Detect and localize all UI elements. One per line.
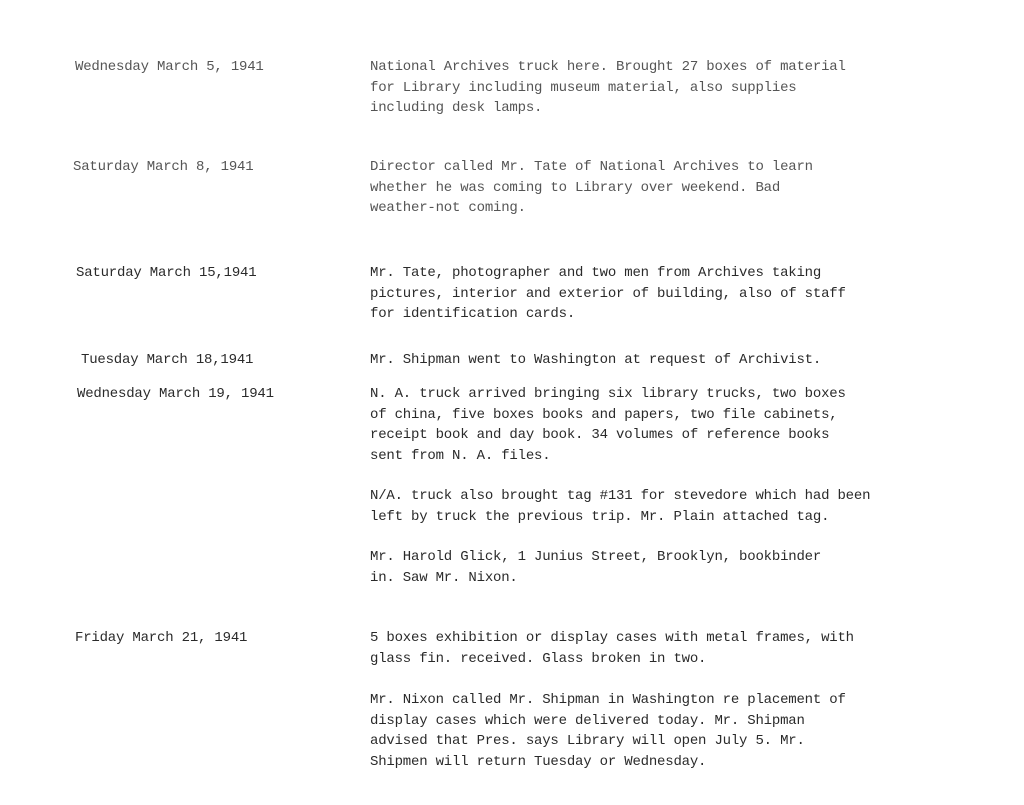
text-line: display cases which were delivered today. Mr. Shipman	[370, 712, 805, 729]
text-line: N/A. truck also brought tag #131 for stevedore which had been	[370, 488, 871, 504]
entry-paragraph	[370, 57, 1000, 119]
text-line: pictures, interior and exterior of building, also of staff	[370, 285, 846, 302]
entry-paragraph	[370, 263, 1000, 325]
text-line: Shipmen will return Tuesday or Wednesday.	[370, 753, 707, 770]
text-line: including desk lamps.	[370, 100, 543, 116]
text-line: whether he was coming to Library over weekend. Bad	[370, 179, 781, 196]
entry-date: Tuesday March 18,1941	[81, 352, 254, 368]
text-line: 5 boxes exhibition or display cases with metal frames, with	[370, 630, 854, 646]
entry-paragraph	[370, 628, 1000, 669]
entry-paragraph	[370, 486, 1000, 527]
entry-date: Saturday March 8, 1941	[73, 159, 254, 175]
entry-paragraph	[370, 350, 1000, 371]
text-line: National Archives truck here. Brought 27 boxes of material	[370, 59, 846, 75]
text-line: for identification cards.	[370, 306, 576, 322]
text-line: Mr. Harold Glick, 1 Junius Street, Brooklyn, bookbinder	[370, 549, 822, 565]
entry-date: Wednesday March 5, 1941	[75, 59, 264, 75]
text-line: Director called Mr. Tate of National Archives to learn	[370, 159, 813, 175]
text-line: Mr. Nixon called Mr. Shipman in Washington re placement of	[370, 692, 846, 708]
text-line: sent from N. A. files.	[370, 447, 551, 464]
text-line: receipt book and day book. 34 volumes of reference books	[370, 427, 830, 443]
entry-paragraph	[370, 384, 1000, 466]
entry-paragraph	[370, 690, 1000, 772]
entry-paragraph	[370, 157, 1000, 219]
entry-paragraph	[370, 547, 1000, 588]
text-line: in. Saw Mr. Nixon.	[370, 569, 518, 586]
entry-date: Friday March 21, 1941	[75, 630, 248, 646]
entry-date: Saturday March 15,1941	[76, 265, 257, 281]
text-line: left by truck the previous trip. Mr. Plain attached tag.	[370, 508, 830, 525]
text-line: N. A. truck arrived bringing six library trucks, two boxes	[370, 386, 846, 402]
text-line: Mr. Tate, photographer and two men from Archives taking	[370, 265, 822, 281]
entry-date: Wednesday March 19, 1941	[77, 386, 274, 402]
text-line: advised that Pres. says Library will open July 5. Mr.	[370, 733, 805, 749]
text-line: glass fin. received. Glass broken in two.	[370, 650, 707, 667]
text-line: weather-not coming.	[370, 200, 526, 216]
text-line: Mr. Shipman went to Washington at request of Archivist.	[370, 352, 822, 368]
text-line: for Library including museum material, also supplies	[370, 79, 797, 96]
text-line: of china, five boxes books and papers, two file cabinets,	[370, 406, 838, 423]
